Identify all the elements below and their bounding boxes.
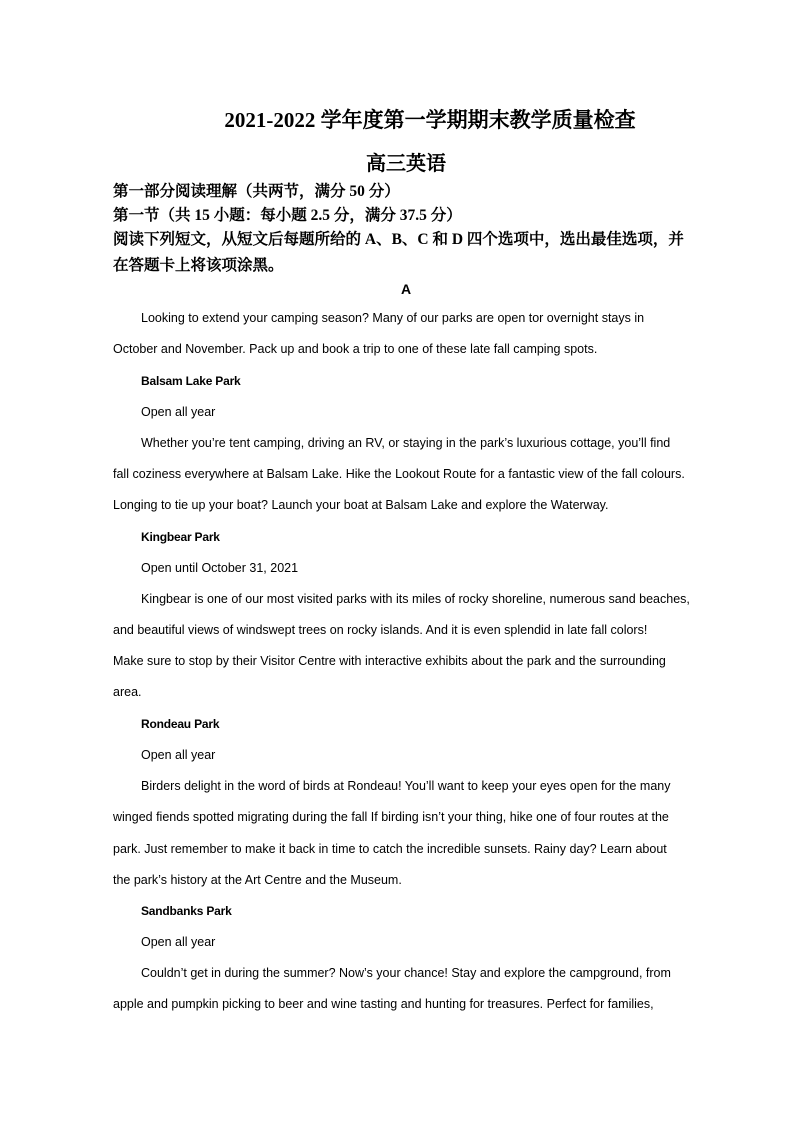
directions-line: 阅读下列短文，从短文后每题所给的 A、B、C 和 D 四个选项中，选出最佳选项，并 [113, 231, 684, 248]
passage-text-line: apple and pumpkin picking to beer and wine tasting and hunting for treasures. Perfect for families, [113, 997, 654, 1011]
passage-text-line: Birders delight in the word of birds at Rondeau! You’ll want to keep your eyes open for the many [141, 779, 671, 793]
passage-text-line: fall coziness everywhere at Balsam Lake. Hike the Lookout Route for a fantastic view of the fall colours. [113, 467, 685, 481]
park-hours: Open all year [141, 405, 216, 419]
passage-text-line: Longing to tie up your boat? Launch your boat at Balsam Lake and explore the Waterway. [113, 498, 609, 512]
passage-text-line: the park’s history at the Art Centre and the Museum. [113, 873, 402, 887]
directions-line: 在答题卡上将该项涂黑。 [113, 257, 284, 274]
passage-text-line: winged fiends spotted migrating during the fall If birding isn’t your thing, hike one of four routes at the [113, 810, 669, 824]
passage-text-line: Whether you’re tent camping, driving an RV, or staying in the park’s luxurious cottage, you’ll find [141, 436, 671, 450]
section-heading: 第一节（共 15 小题：每小题 2.5 分，满分 37.5 分） [113, 207, 462, 224]
passage-text-line: October and November. Pack up and book a trip to one of these late fall camping spots. [113, 342, 598, 356]
passage-text-line: and beautiful views of windswept trees on rocky islands. And it is even splendid in late fall colors! [113, 623, 648, 637]
park-hours: Open all year [141, 935, 216, 949]
park-name: Rondeau Park [141, 717, 220, 731]
passage-text-line: area. [113, 685, 142, 699]
passage-text-line: Looking to extend your camping season? Many of our parks are open tor overnight stays in [141, 311, 645, 325]
park-name: Balsam Lake Park [141, 374, 241, 388]
park-hours: Open all year [141, 748, 216, 762]
part-heading: 第一部分阅读理解（共两节，满分 50 分） [113, 183, 400, 200]
passage-text-line: park. Just remember to make it back in time to catch the incredible sunsets. Rainy day? Learn about [113, 842, 667, 856]
page-subtitle: 高三英语 [366, 153, 446, 175]
passage-text-line: Couldn’t get in during the summer? Now’s your chance! Stay and explore the campground, from [141, 966, 671, 980]
passage-letter: A [400, 281, 412, 297]
passage-text-line: Kingbear is one of our most visited parks with its miles of rocky shoreline, numerous sand beaches, [141, 592, 690, 606]
park-name: Sandbanks Park [141, 904, 232, 918]
park-name: Kingbear Park [141, 530, 220, 544]
page-title: 2021-2022 学年度第一学期期末教学质量检查 [224, 108, 636, 132]
passage-text-line: Make sure to stop by their Visitor Centre with interactive exhibits about the park and the surrounding [113, 654, 666, 668]
park-hours: Open until October 31, 2021 [141, 561, 299, 575]
